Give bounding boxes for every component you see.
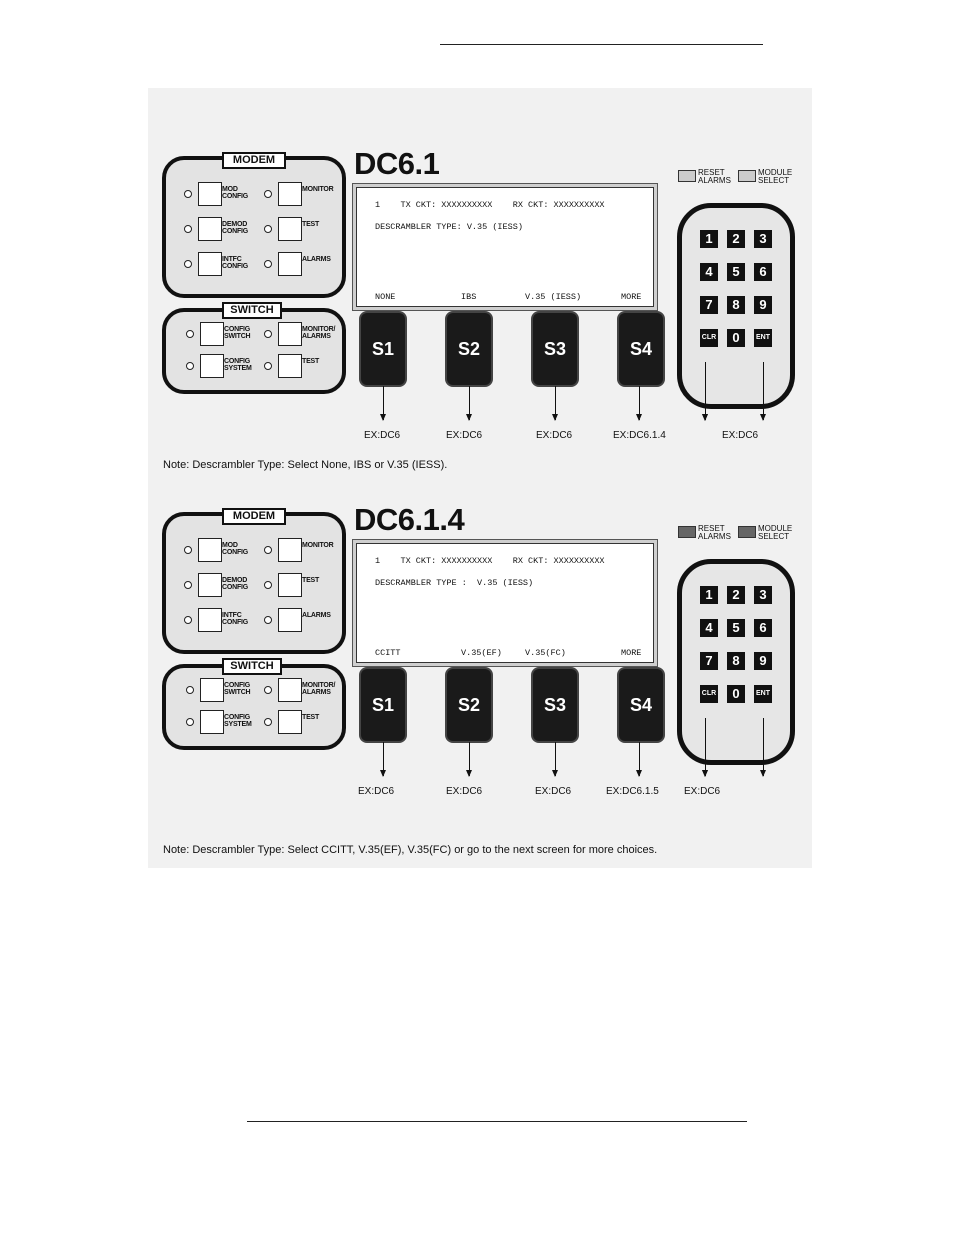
pointer-arrow: [705, 718, 706, 776]
keypad-key-1[interactable]: 1: [700, 586, 718, 604]
softkey-s3[interactable]: [533, 669, 577, 741]
target-label: EX:DC6.1.5: [606, 786, 659, 797]
modem-key-label: MONITOR: [302, 186, 334, 193]
keypad-key-1[interactable]: 1: [700, 230, 718, 248]
modem-key-test[interactable]: [278, 217, 302, 241]
keypad-key-7[interactable]: 7: [700, 652, 718, 670]
modem-group-label: MODEM: [222, 508, 286, 525]
softkey-label: V.35(EF): [461, 648, 502, 658]
switch-key-label: CONFIG SWITCH: [224, 326, 251, 340]
pointer-arrow: [639, 386, 640, 420]
module-select-icon: [738, 170, 756, 182]
switch-key-config-system[interactable]: [200, 354, 224, 378]
modem-key-label: TEST: [302, 221, 320, 228]
screen-title: DC6.1.4: [354, 502, 465, 537]
pointer-arrow: [383, 742, 384, 776]
switch-key-label: MONITOR/ ALARMS: [302, 326, 336, 340]
softkey-s2[interactable]: [447, 313, 491, 385]
softkey-text: S3: [543, 339, 567, 359]
softkey-label: MORE: [621, 292, 642, 302]
switch-key-config-switch[interactable]: [200, 678, 224, 702]
modem-key-alarms[interactable]: [278, 608, 302, 632]
target-label: EX:DC6: [722, 430, 759, 441]
softkey-text: S4: [629, 339, 653, 359]
numeric-keypad: [677, 559, 795, 765]
keypad-key-6[interactable]: 6: [754, 619, 772, 637]
screen-note: Note: Descrambler Type: Select CCITT, V.35(EF), V.35(FC) or go to the next screen for more choices.: [163, 844, 658, 856]
display-line-1: 1 TX CKT: XXXXXXXXXX RX CKT: XXXXXXXXXX: [375, 556, 605, 566]
keypad-key-3[interactable]: 3: [754, 586, 772, 604]
keypad-key-4[interactable]: 4: [700, 263, 718, 281]
module-select-label: MODULE SELECT: [758, 524, 793, 541]
keypad-key-5[interactable]: 5: [727, 263, 745, 281]
switch-group-label: SWITCH: [222, 302, 282, 319]
softkey-text: S4: [629, 695, 653, 715]
keypad-key-9[interactable]: 9: [754, 296, 772, 314]
keypad-key-8[interactable]: 8: [727, 652, 745, 670]
softkey-s1[interactable]: [361, 313, 405, 385]
switch-led: [186, 686, 194, 694]
modem-key-intfc-config[interactable]: [198, 608, 222, 632]
modem-key-label: INTFC CONFIG: [222, 256, 249, 270]
softkey-label: CCITT: [375, 648, 401, 658]
lcd-display: [356, 187, 654, 307]
switch-led: [186, 330, 194, 338]
modem-key-demod-config[interactable]: [198, 217, 222, 241]
modem-key-label: DEMOD CONFIG: [222, 221, 249, 235]
modem-led: [264, 616, 272, 624]
switch-key-group: [162, 308, 346, 394]
keypad-key-0[interactable]: 0: [727, 329, 745, 347]
softkey-text: S1: [371, 695, 395, 715]
keypad-key-7[interactable]: 7: [700, 296, 718, 314]
keypad-key-6[interactable]: 6: [754, 263, 772, 281]
modem-led: [184, 225, 192, 233]
modem-key-label: INTFC CONFIG: [222, 612, 249, 626]
modem-key-mod-config[interactable]: [198, 182, 222, 206]
switch-key-monitor-alarms[interactable]: [278, 678, 302, 702]
header-rule: [440, 44, 763, 45]
keypad-key-clr[interactable]: CLR: [700, 329, 718, 347]
modem-key-alarms[interactable]: [278, 252, 302, 276]
modem-led: [264, 225, 272, 233]
keypad-key-ent[interactable]: ENT: [754, 329, 772, 347]
target-label: EX:DC6.1.4: [613, 430, 666, 441]
keypad-key-2[interactable]: 2: [727, 586, 745, 604]
softkey-text: S1: [371, 339, 395, 359]
modem-key-monitor[interactable]: [278, 538, 302, 562]
softkey-s3[interactable]: [533, 313, 577, 385]
switch-led: [264, 718, 272, 726]
target-label: EX:DC6: [446, 786, 483, 797]
switch-key-label: TEST: [302, 358, 320, 365]
switch-key-label: CONFIG SYSTEM: [224, 714, 252, 728]
softkey-text: S2: [457, 339, 481, 359]
modem-key-label: MOD CONFIG: [222, 186, 249, 200]
target-label: EX:DC6: [446, 430, 483, 441]
switch-key-config-switch[interactable]: [200, 322, 224, 346]
lcd-display: [356, 543, 654, 663]
keypad-key-8[interactable]: 8: [727, 296, 745, 314]
modem-led: [184, 616, 192, 624]
pointer-arrow: [763, 362, 764, 420]
display-line-1: 1 TX CKT: XXXXXXXXXX RX CKT: XXXXXXXXXX: [375, 200, 605, 210]
modem-key-label: TEST: [302, 577, 320, 584]
keypad-key-ent[interactable]: ENT: [754, 685, 772, 703]
softkey-s4[interactable]: [619, 313, 663, 385]
keypad-key-2[interactable]: 2: [727, 230, 745, 248]
reset-alarms-label: RESET ALARMS: [698, 168, 731, 185]
modem-key-label: MOD CONFIG: [222, 542, 249, 556]
switch-key-test[interactable]: [278, 710, 302, 734]
screen-note: Note: Descrambler Type: Select None, IBS or V.35 (IESS).: [163, 459, 448, 471]
target-label: EX:DC6: [684, 786, 721, 797]
softkey-s2[interactable]: [447, 669, 491, 741]
modem-led: [184, 546, 192, 554]
target-label: EX:DC6: [364, 430, 401, 441]
target-label: EX:DC6: [358, 786, 395, 797]
switch-key-label: CONFIG SYSTEM: [224, 358, 252, 372]
keypad-key-clr[interactable]: CLR: [700, 685, 718, 703]
pointer-arrow: [469, 742, 470, 776]
display-line-2: DESCRAMBLER TYPE : V.35 (IESS): [375, 578, 534, 588]
keypad-key-9[interactable]: 9: [754, 652, 772, 670]
keypad-key-0[interactable]: 0: [727, 685, 745, 703]
pointer-arrow: [469, 386, 470, 420]
softkey-s4[interactable]: [619, 669, 663, 741]
softkey-label: NONE: [375, 292, 396, 302]
modem-led: [184, 260, 192, 268]
softkey-s1[interactable]: [361, 669, 405, 741]
modem-group-label: MODEM: [222, 152, 286, 169]
modem-led: [264, 546, 272, 554]
numeric-keypad: [677, 203, 795, 409]
switch-led: [186, 718, 194, 726]
switch-key-test[interactable]: [278, 354, 302, 378]
switch-key-monitor-alarms[interactable]: [278, 322, 302, 346]
switch-led: [264, 362, 272, 370]
switch-key-group: [162, 664, 346, 750]
pointer-arrow: [555, 386, 556, 420]
keypad-key-4[interactable]: 4: [700, 619, 718, 637]
switch-led: [264, 686, 272, 694]
modem-key-intfc-config[interactable]: [198, 252, 222, 276]
switch-key-label: MONITOR/ ALARMS: [302, 682, 336, 696]
modem-led: [264, 581, 272, 589]
modem-key-monitor[interactable]: [278, 182, 302, 206]
pointer-arrow: [639, 742, 640, 776]
pointer-arrow: [763, 718, 764, 776]
reset-alarms-icon: [678, 170, 696, 182]
screen-title: DC6.1: [354, 146, 440, 181]
modem-led: [184, 190, 192, 198]
softkey-text: S2: [457, 695, 481, 715]
modem-key-label: ALARMS: [302, 612, 331, 619]
switch-group-label: SWITCH: [222, 658, 282, 675]
reset-alarms-icon: [678, 526, 696, 538]
module-select-icon: [738, 526, 756, 538]
keypad-key-5[interactable]: 5: [727, 619, 745, 637]
display-line-2: DESCRAMBLER TYPE: V.35 (IESS): [375, 222, 523, 232]
modem-led: [264, 190, 272, 198]
target-label: EX:DC6: [536, 430, 573, 441]
switch-led: [264, 330, 272, 338]
modem-key-label: DEMOD CONFIG: [222, 577, 249, 591]
modem-led: [264, 260, 272, 268]
switch-key-label: CONFIG SWITCH: [224, 682, 251, 696]
modem-key-test[interactable]: [278, 573, 302, 597]
keypad-key-3[interactable]: 3: [754, 230, 772, 248]
switch-key-config-system[interactable]: [200, 710, 224, 734]
modem-key-demod-config[interactable]: [198, 573, 222, 597]
footer-rule: [247, 1121, 747, 1122]
modem-key-label: ALARMS: [302, 256, 331, 263]
modem-key-label: MONITOR: [302, 542, 334, 549]
pointer-arrow: [555, 742, 556, 776]
modem-led: [184, 581, 192, 589]
softkey-label: MORE: [621, 648, 642, 658]
reset-alarms-label: RESET ALARMS: [698, 524, 731, 541]
switch-led: [186, 362, 194, 370]
softkey-label: V.35 (IESS): [525, 292, 582, 302]
pointer-arrow: [383, 386, 384, 420]
switch-key-label: TEST: [302, 714, 320, 721]
softkey-label: V.35(FC): [525, 648, 566, 658]
modem-key-mod-config[interactable]: [198, 538, 222, 562]
softkey-text: S3: [543, 695, 567, 715]
pointer-arrow: [705, 362, 706, 420]
target-label: EX:DC6: [535, 786, 572, 797]
module-select-label: MODULE SELECT: [758, 168, 793, 185]
softkey-label: IBS: [461, 292, 477, 302]
